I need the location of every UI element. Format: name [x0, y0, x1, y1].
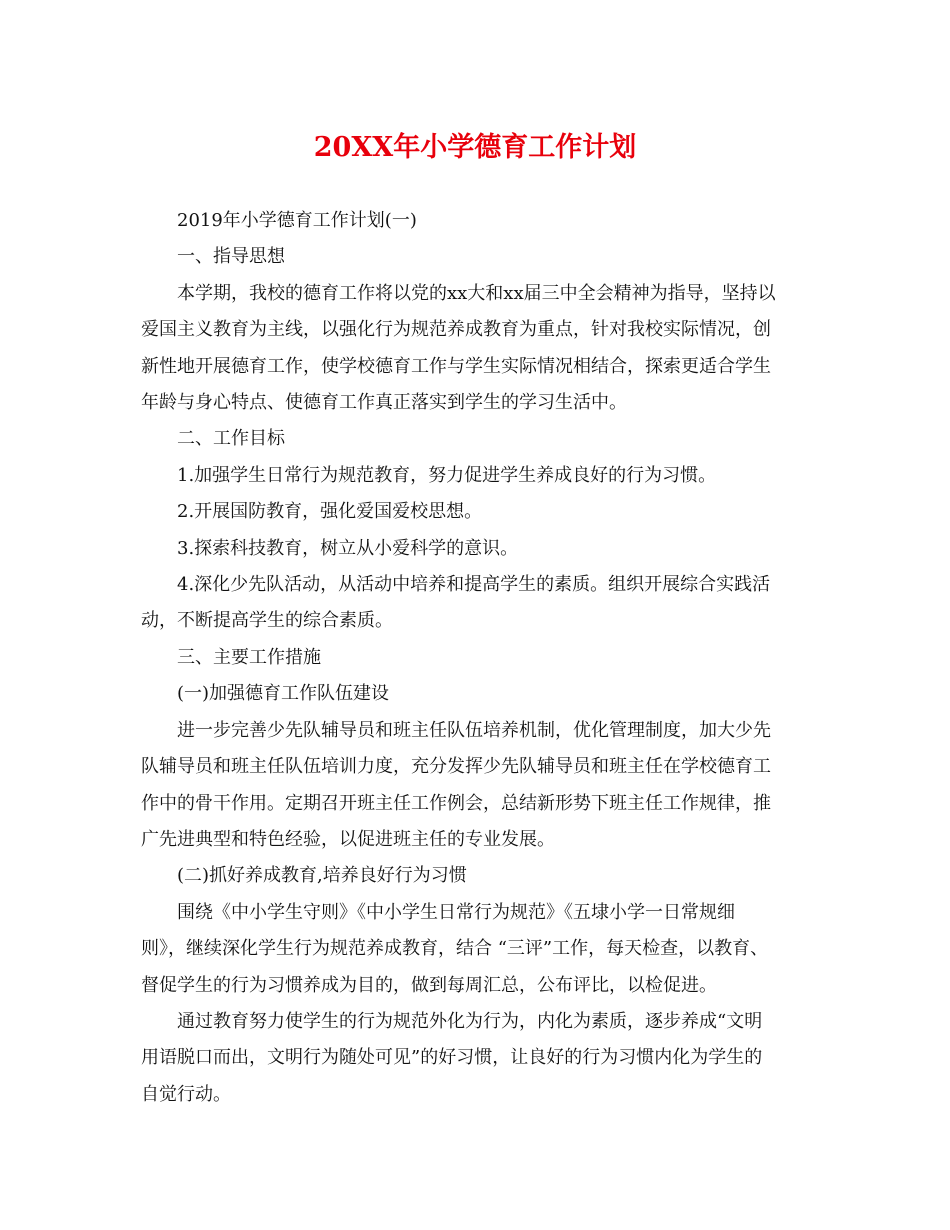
- paragraph-line: 自觉行动。: [141, 1083, 231, 1105]
- paragraph-line: 进一步完善少先队辅导员和班主任队伍培养机制，优化管理制度，加大少先: [177, 719, 771, 741]
- section-line: 一、指导思想: [177, 246, 285, 268]
- paragraph-line: 新性地开展德育工作，使学校德育工作与学生实际情况相结合，探索更适合学生: [141, 355, 771, 377]
- section-line: 2019年小学德育工作计划(一): [177, 210, 417, 231]
- paragraph-line: 广先进典型和特色经验，以促进班主任的专业发展。: [141, 828, 555, 850]
- section-line: 2.开展国防教育，强化爱国爱校思想。: [177, 501, 483, 523]
- paragraph-line: 督促学生的行为习惯养成为目的，做到每周汇总，公布评比，以检促进。: [141, 974, 717, 996]
- paragraph-line: 通过教育努力使学生的行为规范外化为行为，内化为素质，逐步养成“文明: [177, 1010, 763, 1032]
- paragraph-line: 4.深化少先队活动，从活动中培养和提高学生的素质。组织开展综合实践活: [177, 574, 771, 596]
- paragraph: [141, 276, 821, 422]
- document-body: [141, 203, 821, 1113]
- section-line: 二、工作目标: [177, 428, 285, 450]
- section-line: 三、主要工作措施: [177, 646, 321, 668]
- paragraph: [141, 1004, 821, 1113]
- section-line: (一)加强德育工作队伍建设: [177, 683, 390, 705]
- paragraph-line: 则》，继续深化学生行为规范养成教育，结合 “三评”工作，每天检查，以教育、: [141, 938, 769, 960]
- paragraph-line: 作中的骨干作用。定期召开班主任工作例会，总结新形势下班主任工作规律，推: [141, 792, 771, 814]
- paragraph-line: 围绕《中小学生守则》《中小学生日常行为规范》《五埭小学一日常规细: [177, 901, 735, 923]
- section-line: (二)抓好养成教育,培养良好行为习惯: [177, 865, 467, 887]
- paragraph: [141, 567, 821, 640]
- paragraph-line: 动，不断提高学生的综合素质。: [141, 610, 393, 632]
- section-line: 3.探索科技教育，树立从小爱科学的意识。: [177, 537, 519, 559]
- paragraph-line: 本学期，我校的德育工作将以党的xx大和xx届三中全会精神为指导，坚持以: [177, 282, 776, 304]
- paragraph: [141, 713, 821, 859]
- document-title: 20XX年小学德育工作计划: [313, 132, 637, 163]
- paragraph-line: 爱国主义教育为主线，以强化行为规范养成教育为重点，针对我校实际情况，创: [141, 319, 771, 341]
- paragraph-line: 队辅导员和班主任队伍培训力度，充分发挥少先队辅导员和班主任在学校德育工: [141, 756, 771, 778]
- paragraph-line: 年龄与身心特点、使德育工作真正落实到学生的学习生活中。: [141, 392, 627, 414]
- paragraph-line: 用语脱口而出，文明行为随处可见”的好习惯，让良好的行为习惯内化为学生的: [141, 1047, 763, 1069]
- section-line: 1.加强学生日常行为规范教育，努力促进学生养成良好的行为习惯。: [177, 464, 717, 486]
- paragraph: [141, 895, 821, 1004]
